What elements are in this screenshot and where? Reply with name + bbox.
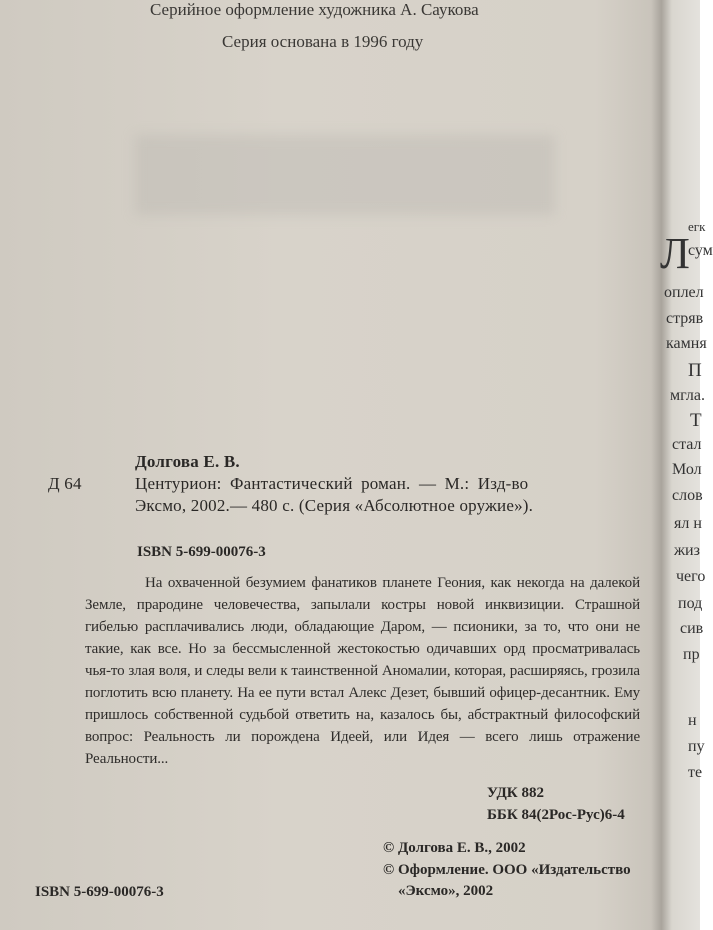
udk: УДК 882 <box>487 785 544 801</box>
facing-fragment: те <box>688 764 703 781</box>
title-line-1: Центурион: Фантастический роман. — М.: Изд-во <box>135 474 529 493</box>
facing-fragment: слов <box>672 487 703 504</box>
drop-cap: Л <box>660 229 690 278</box>
copyright-design: © Оформление. ООО «Издательство <box>383 861 631 878</box>
title-line-2: Эксмо, 2002.— 480 с. (Серия «Абсолютное оружие»). <box>135 496 534 515</box>
isbn: ISBN 5-699-00076-3 <box>137 544 266 560</box>
facing-fragment: пр <box>683 646 700 663</box>
facing-fragment: Т <box>690 410 702 431</box>
copyright-block <box>383 838 631 903</box>
facing-fragment: камня <box>666 335 707 352</box>
facing-fragment: под <box>678 595 703 612</box>
annotation-and-imprint <box>35 572 640 903</box>
facing-fragment: оплел <box>664 284 704 301</box>
facing-fragment: стал <box>672 436 702 453</box>
imprint-row <box>35 838 640 903</box>
classification-codes <box>487 782 640 826</box>
copyright-author: © Долгова Е. В., 2002 <box>383 840 526 856</box>
facing-fragment: Мол <box>672 461 702 478</box>
facing-fragment: ял н <box>674 515 702 532</box>
facing-fragment: чего <box>676 568 706 585</box>
show-through-title <box>135 135 555 215</box>
facing-fragment: сум <box>688 242 713 259</box>
series-design-credit: Серийное оформление художника А. Саукова <box>150 0 479 19</box>
facing-fragment: стряв <box>666 310 704 327</box>
facing-fragment: мгла. <box>670 387 705 404</box>
series-founded: Серия основана в 1996 году <box>222 32 424 51</box>
facing-fragment: П <box>688 360 702 381</box>
bottom-isbn: ISBN 5-699-00076-3 <box>35 883 164 900</box>
author-code: Д 64 <box>48 474 82 493</box>
facing-fragment: н <box>688 712 697 729</box>
annotation: На охваченной безумием фанатиков планете Геония, как некогда на далекой Земле, прародине человечества, запылали костры новой инквизиции. Страшной гибелью расплачивались люди, обладающие Даром, — псионики, за то, что они не такие, как все. Но за бессмысленной жестокостью одичавших орд просматривалась чья-то злая воля, и следы вели к таинственной Аномалии, которая, расширяясь, грозила поглотить всю планету. На ее пути встал Алекс Дезет, бывший офицер-десантник. Ему пришлось собственной судьбой ответить на, казалось бы, абстрактный философский вопрос: Реальность ли порождена Идеей, или Идея — всего лишь отражение Реальности... <box>85 575 640 767</box>
facing-fragment: сив <box>680 620 704 637</box>
author: Долгова Е. В. <box>135 452 240 471</box>
bbk: ББК 84(2Рос-Рус)6-4 <box>487 807 625 823</box>
facing-fragment: пу <box>688 738 705 755</box>
facing-fragment: егк <box>688 219 706 234</box>
facing-fragment: жиз <box>674 542 700 559</box>
copyright-publisher: «Эксмо», 2002 <box>398 883 494 899</box>
